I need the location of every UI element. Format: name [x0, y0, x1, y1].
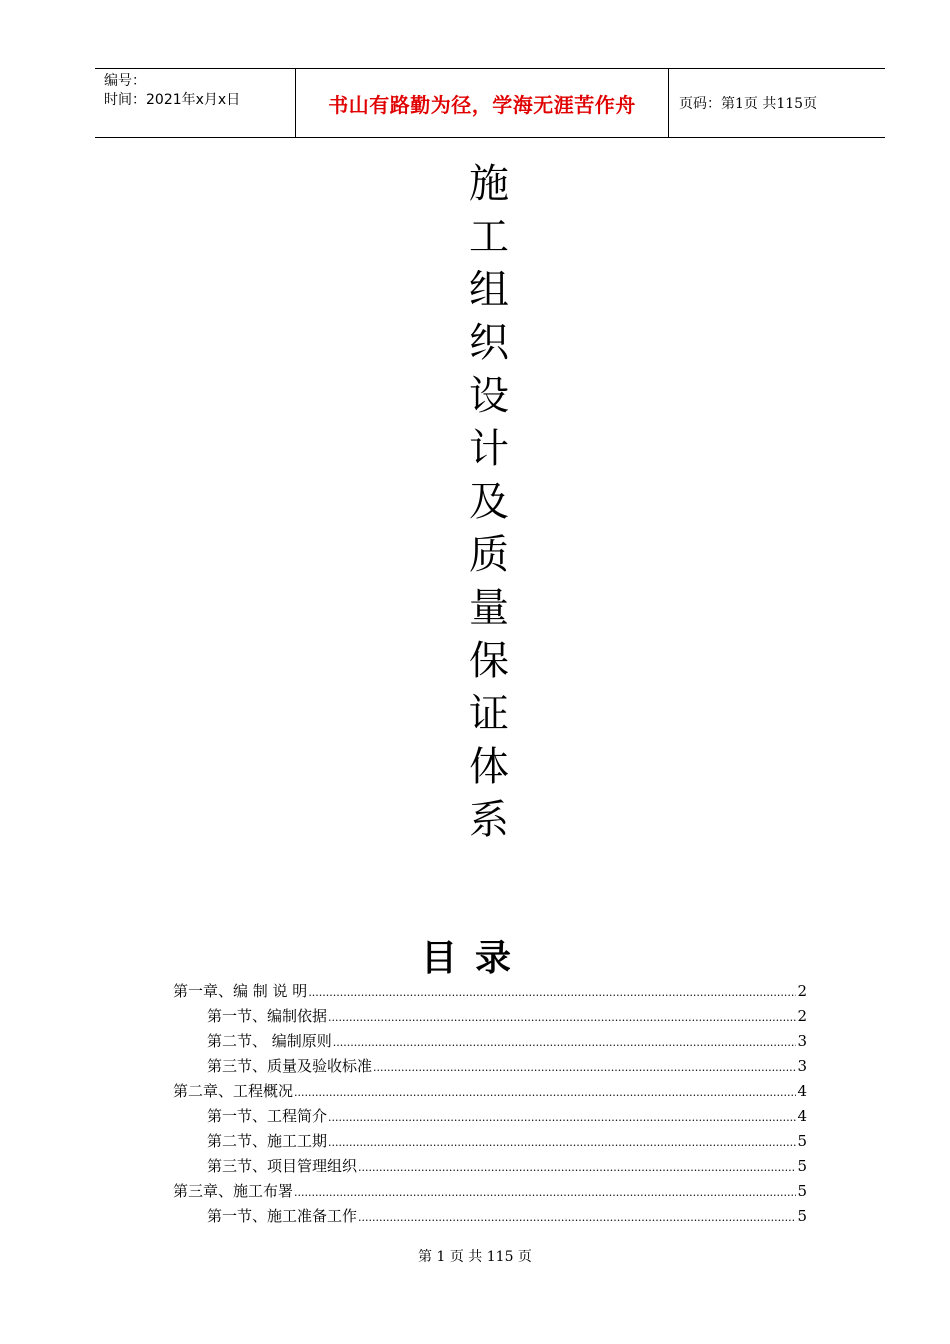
toc-leader-dots: [308, 982, 796, 1000]
page-label: 页码：第1页 共115页: [679, 96, 818, 112]
toc-entry-label: 第一节、施工准备工作: [207, 1207, 358, 1225]
toc-leader-dots: [373, 1057, 796, 1075]
toc-entry[interactable]: [173, 1080, 807, 1105]
toc-entry-page: 5: [797, 1157, 807, 1175]
toc-leader-dots: [294, 1182, 796, 1200]
toc-leader-dots: [328, 1007, 796, 1025]
toc-entry-page: 5: [797, 1182, 807, 1200]
header-meta: [95, 69, 296, 137]
toc-entry-label: 第三节、项目管理组织: [207, 1157, 358, 1175]
document-title: [463, 158, 515, 847]
toc-leader-dots: [358, 1207, 796, 1225]
title-char: 组: [469, 267, 509, 313]
title-char: 体: [469, 744, 509, 790]
toc-leader-dots: [328, 1107, 796, 1125]
toc-entry-label: 第一章、编 制 说 明: [173, 982, 308, 1000]
title-char: 保: [469, 638, 509, 684]
toc-entry-page: 4: [797, 1107, 807, 1125]
toc-entry-page: 4: [797, 1082, 807, 1100]
toc-entry-label: 第二章、工程概况: [173, 1082, 294, 1100]
number-label: 编号：: [104, 73, 146, 89]
toc-entry[interactable]: [173, 1105, 807, 1130]
title-char: 织: [469, 320, 509, 366]
title-char: 质: [469, 532, 509, 578]
toc-leader-dots: [333, 1032, 797, 1050]
toc-entry[interactable]: [173, 1155, 807, 1180]
time-label: 时间：2021年x月x日: [104, 92, 241, 108]
toc-entry-page: 5: [797, 1132, 807, 1150]
title-char: 证: [469, 691, 509, 737]
title-char: 施: [469, 161, 509, 207]
toc-entry-page: 3: [797, 1032, 807, 1050]
toc-entry-page: 2: [797, 982, 807, 1000]
toc-entry[interactable]: [173, 1205, 807, 1230]
toc-leader-dots: [358, 1157, 796, 1175]
toc-entry[interactable]: [173, 1055, 807, 1080]
toc-heading: 目录: [420, 938, 529, 979]
toc-leader-dots: [294, 1082, 796, 1100]
toc-entry-label: 第二节、 编制原则: [207, 1032, 332, 1050]
toc-leader-dots: [328, 1132, 796, 1150]
toc-entry[interactable]: [173, 1180, 807, 1205]
title-char: 量: [469, 585, 509, 631]
toc-entry-label: 第二节、施工工期: [207, 1132, 328, 1150]
toc-entry[interactable]: [173, 1005, 807, 1030]
toc-entry-label: 第一节、工程简介: [207, 1107, 328, 1125]
page-header: [95, 68, 885, 138]
toc-entry-page: 3: [797, 1057, 807, 1075]
page-footer: 第 1 页 共 115 页: [418, 1249, 532, 1265]
title-char: 设: [469, 373, 509, 419]
toc-entry-page: 5: [797, 1207, 807, 1225]
header-page-cell: [669, 69, 885, 137]
toc-entry-label: 第三章、施工布署: [173, 1182, 294, 1200]
toc-entry-label: 第一节、编制依据: [207, 1007, 328, 1025]
motto: 书山有路勤为径，学海无涯苦作舟: [328, 92, 636, 117]
toc-entry[interactable]: [173, 1130, 807, 1155]
title-char: 计: [469, 426, 509, 472]
title-char: 系: [469, 797, 509, 843]
toc-entry[interactable]: [173, 980, 807, 1005]
header-motto-cell: [296, 69, 669, 137]
title-char: 及: [469, 479, 509, 525]
table-of-contents: [173, 980, 807, 1230]
toc-entry-label: 第三节、质量及验收标准: [207, 1057, 373, 1075]
toc-entry-page: 2: [797, 1007, 807, 1025]
title-char: 工: [469, 214, 509, 260]
toc-entry[interactable]: [173, 1030, 807, 1055]
